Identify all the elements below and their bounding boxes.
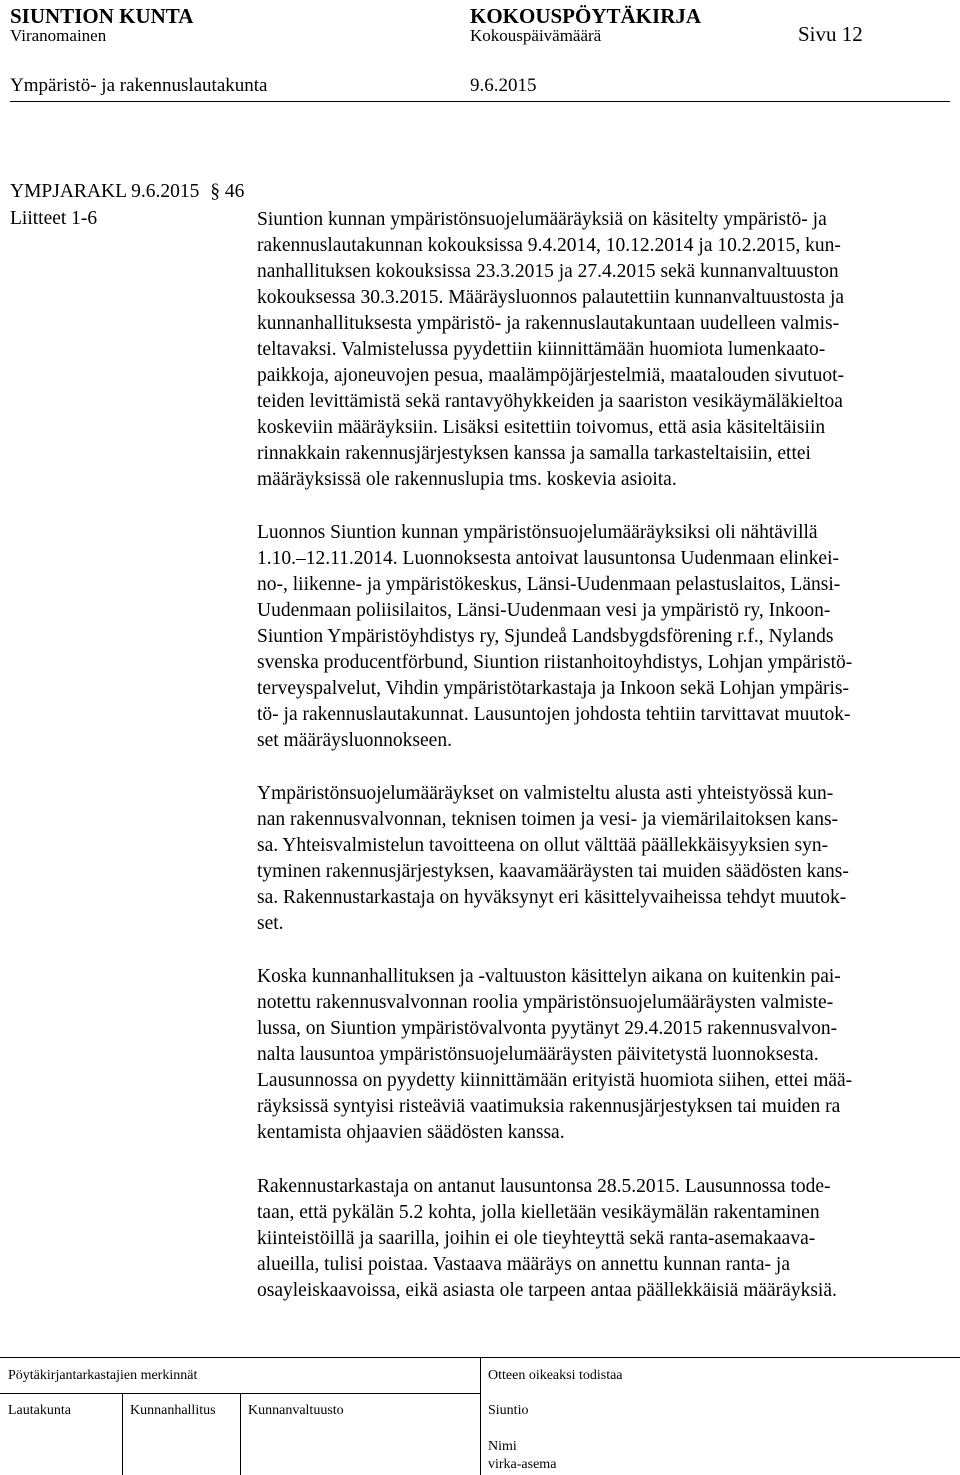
document-type: KOKOUSPÖYTÄKIRJA	[470, 4, 702, 28]
text-line: teiden levittämistä sekä rantavyöhykkeiden ja saariston vesikäymäläkieltoa	[257, 391, 843, 412]
section-ref: YMPJARAKL 9.6.2015	[10, 181, 200, 202]
text-line: räyksissä syntyisi risteäviä vaatimuksia rakennusjärjestyksen tai muiden ra	[257, 1096, 841, 1117]
board-column-label: Lautakunta	[8, 1403, 71, 1418]
copy-certification-label: Otteen oikeaksi todistaa	[488, 1368, 623, 1383]
text-line: Ympäristönsuojelumääräykset on valmisteltu alusta asti yhteistyössä kun-	[257, 783, 834, 804]
text-line: määräyksissä ole rakennuslupia tms. koskevia asioita.	[257, 469, 677, 490]
page-number: Sivu 12	[798, 22, 863, 46]
text-line: terveyspalvelut, Vihdin ympäristötarkastaja ja Inkoon sekä Lohjan ympäris-	[257, 678, 849, 699]
text-line: rinnakkain rakennusjärjestyksen kanssa ja samalla tarkasteltaisiin, ettei	[257, 443, 811, 464]
text-line: Siuntion kunnan ympäristönsuojelumääräyksiä on käsitelty ympäristö- ja	[257, 209, 827, 230]
name-label: Nimi	[488, 1439, 517, 1454]
text-line: Koska kunnanhallituksen ja -valtuuston käsittelyn aikana on kuitenkin pai-	[257, 966, 841, 987]
text-line: notettu rakennusvalvonnan roolia ympäristönsuojelumääräysten valmiste-	[257, 992, 834, 1013]
paragraph-number: § 46	[210, 181, 245, 202]
text-line: taan, että pykälän 5.2 kohta, jolla kielletään vesikäymälän rakentaminen	[257, 1202, 820, 1223]
text-line: osayleiskaavoissa, eikä asiasta ole tarpeen antaa päällekkäisiä määräyksiä.	[257, 1280, 837, 1301]
text-line: tyminen rakennusjärjestyksen, kaavamääräysten tai muiden säädösten kans-	[257, 861, 849, 882]
municipal-board-column-label: Kunnanhallitus	[130, 1403, 216, 1418]
text-line: teltavaksi. Valmistelussa pyydettiin kiinnittämään huomiota lumenkaato-	[257, 339, 826, 360]
text-line: rakennuslautakunnan kokouksissa 9.4.2014, 10.12.2014 ja 10.2.2015, kun-	[257, 235, 841, 256]
text-line: svenska producentförbund, Siuntion riistanhoitoyhdistys, Lohjan ympäristö-	[257, 652, 853, 673]
text-line: Lausunnossa on pyydetty kiinnittämään erityistä huomiota siihen, ettei mää-	[257, 1070, 853, 1091]
place-label: Siuntio	[488, 1403, 529, 1418]
footer-divider	[480, 1357, 481, 1475]
text-line: kunnanhallituksesta ympäristö- ja rakennuslautakuntaan uudelleen valmis-	[257, 313, 840, 334]
meeting-date: 9.6.2015	[470, 75, 537, 96]
text-line: no-, liikenne- ja ympäristökeskus, Länsi-Uudenmaan pelastuslaitos, Länsi-	[257, 574, 841, 595]
section-heading	[10, 181, 244, 203]
council-column-label: Kunnanvaltuusto	[248, 1403, 344, 1418]
text-line: Siuntion Ympäristöyhdistys ry, Sjundeå Landsbygdsförening r.f., Nylands	[257, 626, 834, 647]
text-line: Luonnos Siuntion kunnan ympäristönsuojelumääräyksiksi oli nähtävillä	[257, 522, 818, 543]
text-line: kiinteistöillä ja saarilla, joihin ei ole tieyhteyttä sekä ranta-asemakaava-	[257, 1228, 816, 1249]
text-line: lussa, on Siuntion ympäristövalvonta pyytänyt 29.4.2015 rakennusvalvon-	[257, 1018, 838, 1039]
text-line: 1.10.–12.11.2014. Luonnoksesta antoivat lausuntonsa Uudenmaan elinkei-	[257, 548, 840, 569]
text-line: nalta lausuntoa ympäristönsuojelumääräysten päivitetystä luonnoksesta.	[257, 1044, 819, 1065]
text-line: nan rakennusvalvonnan, teknisen toimen ja vesi- ja viemärilaitoksen kans-	[257, 809, 839, 830]
text-line: set määräysluonnokseen.	[257, 730, 452, 751]
text-line: nanhallituksen kokouksissa 23.3.2015 ja 27.4.2015 sekä kunnanvaltuuston	[257, 261, 839, 282]
position-label: virka-asema	[488, 1457, 557, 1472]
authority-label: Viranomainen	[10, 26, 107, 45]
date-label: Kokouspäivämäärä	[470, 26, 602, 45]
attachments-label: Liitteet 1-6	[10, 208, 98, 229]
text-line: sa. Rakennustarkastaja on hyväksynyt eri käsittelyvaiheissa tehdyt muutok-	[257, 887, 847, 908]
review-label: Pöytäkirjantarkastajien merkinnät	[8, 1368, 198, 1383]
text-line: alueilla, tulisi poistaa. Vastaava määräys on annettu kunnan ranta- ja	[257, 1254, 791, 1275]
text-line: paikkoja, ajoneuvojen pesua, maalämpöjärjestelmiä, maatalouden sivutuot-	[257, 365, 844, 386]
footer-col-divider-1	[122, 1393, 123, 1475]
text-line: kokouksessa 30.3.2015. Määräysluonnos palautettiin kunnanvaltuustosta ja	[257, 287, 845, 308]
header-rule	[10, 101, 950, 102]
authority-name: Ympäristö- ja rakennuslautakunta	[10, 75, 268, 96]
text-line: kentamista ohjaavien säädösten kanssa.	[257, 1122, 565, 1143]
text-line: sa. Yhteisvalmistelun tavoitteena on ollut välttää päällekkäisyyksien syn-	[257, 835, 829, 856]
text-line: Rakennustarkastaja on antanut lausuntonsa 28.5.2015. Lausunnossa tode-	[257, 1176, 831, 1197]
text-line: set.	[257, 913, 284, 934]
text-line: koskeviin määräyksiin. Lisäksi esitettiin toivomus, että asia käsiteltäisiin	[257, 417, 826, 438]
text-line: tö- ja rakennuslautakunnat. Lausuntojen johdosta tehtiin tarvittavat muutok-	[257, 704, 851, 725]
org-name: SIUNTION KUNTA	[10, 4, 194, 28]
footer-col-divider-2	[240, 1393, 241, 1475]
text-line: Uudenmaan poliisilaitos, Länsi-Uudenmaan vesi ja ympäristö ry, Inkoon-	[257, 600, 831, 621]
